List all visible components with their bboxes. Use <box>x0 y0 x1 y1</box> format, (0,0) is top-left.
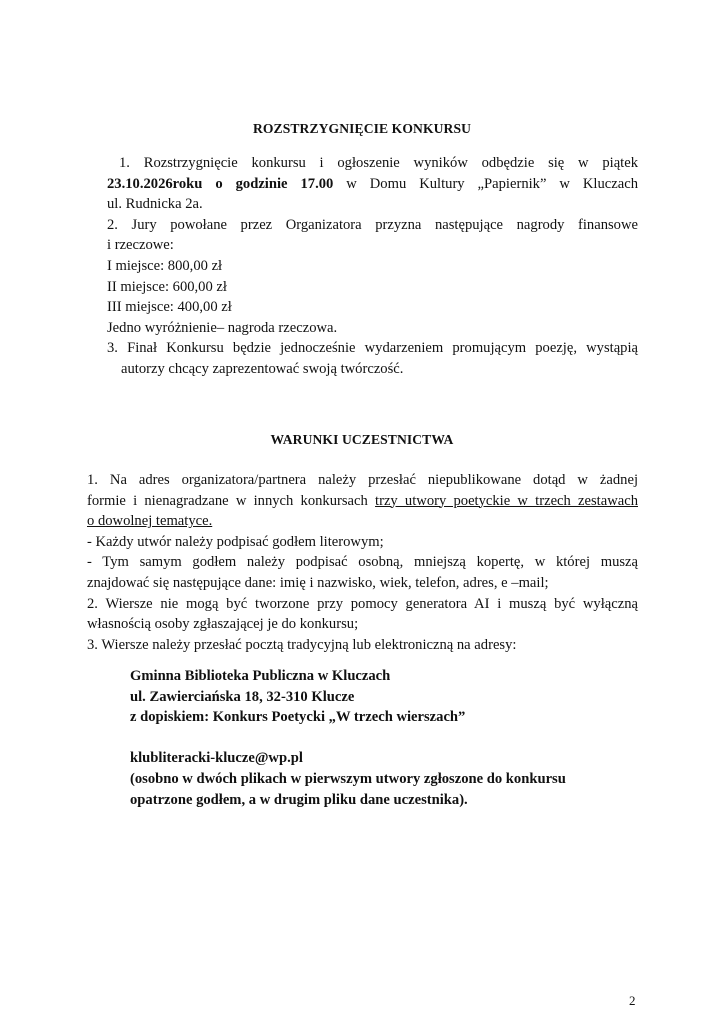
prize-distinction: Jedno wyróżnienie– nagroda rzeczowa. <box>107 319 338 336</box>
results-item-2-line-2: i rzeczowe: <box>107 237 174 254</box>
results-section-body <box>107 153 638 380</box>
conditions-dash-1: - Każdy utwór należy podpisać godłem literowym; <box>87 533 384 550</box>
ceremony-date: 23.10.2026roku o godzinie 17.00 <box>107 175 334 192</box>
conditions-dash-2-line-2: znajdować się następujące dane: imię i nazwisko, wiek, telefon, adres, e –mail; <box>87 574 549 591</box>
address-annotation: z dopiskiem: Konkurs Poetycki „W trzech wierszach” <box>130 709 466 726</box>
conditions-item-1-line-2 <box>87 491 638 512</box>
conditions-item-2-line-2: własnością osoby zgłaszającej je do konkursu; <box>87 616 359 633</box>
ceremony-venue: w Domu Kultury „Papiernik” w Kluczach <box>333 175 638 192</box>
conditions-section-body <box>87 470 638 655</box>
email-note-line-1: (osobno w dwóch plikach w pierwszym utwory zgłoszone do konkursu <box>130 770 566 787</box>
results-item-1-line-3: ul. Rudnicka 2a. <box>107 196 203 213</box>
results-item-1-line-2 <box>107 174 638 195</box>
conditions-item-1-underlined-1: trzy utwory poetyckie w trzech zestawach <box>375 492 638 509</box>
section-heading-conditions: WARUNKI UCZESTNICTWA <box>270 432 454 447</box>
prize-third-place: III miejsce: 400,00 zł <box>107 299 232 316</box>
results-item-3-line-2: autorzy chcący zaprezentować swoją twórczość. <box>121 360 404 377</box>
results-item-3-line-1: 3. Finał Konkursu będzie jednocześnie wydarzeniem promującym poezję, wystąpią <box>107 340 638 357</box>
conditions-item-3: 3. Wiersze należy przesłać pocztą tradycyjną lub elektroniczną na adresy: <box>87 636 517 653</box>
prize-second-place: II miejsce: 600,00 zł <box>107 278 227 295</box>
address-street: ul. Zawierciańska 18, 32-310 Klucze <box>130 688 355 705</box>
section-heading-results: ROZSTRZYGNIĘCIE KONKURSU <box>252 121 472 136</box>
conditions-item-1-text: formie i nienagradzane w innych konkursach <box>87 492 376 509</box>
conditions-item-1-underlined-2: o dowolnej tematyce. <box>87 513 213 530</box>
postal-address-block <box>130 666 630 810</box>
prize-first-place: I miejsce: 800,00 zł <box>107 257 223 274</box>
page-number: 2 <box>629 993 636 1008</box>
conditions-item-1-line-1: 1. Na adres organizatora/partnera należy przesłać niepublikowane dotąd w żadnej <box>87 472 638 488</box>
conditions-item-2-line-1: 2. Wiersze nie mogą być tworzone przy pomocy generatora AI i muszą być wyłączną <box>87 595 638 612</box>
email-note-line-2: opatrzone godłem, a w drugim pliku dane uczestnika). <box>130 791 468 808</box>
conditions-item-1-line-3 <box>87 511 638 532</box>
results-item-2-line-1: 2. Jury powołane przez Organizatora przyzna następujące nagrody finansowe <box>107 216 638 233</box>
conditions-dash-2-line-1: - Tym samym godłem należy podpisać osobną, mniejszą kopertę, w której muszą <box>87 554 638 571</box>
results-item-1-line-1: 1. Rozstrzygnięcie konkursu i ogłoszenie wyników odbędzie się w piątek <box>119 155 638 171</box>
contact-email: klubliteracki-klucze@wp.pl <box>130 750 303 767</box>
address-institution: Gminna Biblioteka Publiczna w Kluczach <box>130 668 391 684</box>
